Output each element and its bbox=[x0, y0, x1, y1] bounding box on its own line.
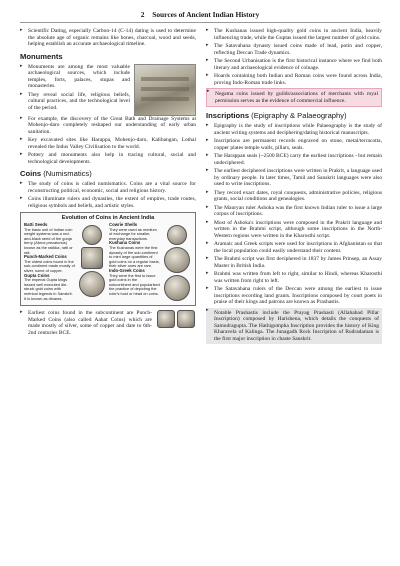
monuments-block bbox=[20, 64, 196, 116]
coin-image bbox=[157, 310, 175, 328]
cowrie-text: They were used as medium of exchange for smaller, everyday transactions. bbox=[109, 226, 157, 241]
cowrie-heading: Cowrie Shells bbox=[109, 222, 138, 227]
figure-title: Evolution of Coins in Ancient India bbox=[61, 215, 155, 221]
header-divider bbox=[20, 22, 380, 23]
figure-images-left bbox=[77, 223, 107, 303]
list-item: ▸ Key excavated sites like Harappa, Mohenjo-daro, Kalibangan, Lothal revealed the Indus Valley Civilisation to the world. bbox=[20, 137, 196, 150]
section-heading-monuments: Monuments bbox=[20, 51, 63, 61]
punch-marked-coins-photo bbox=[156, 310, 196, 328]
coins-evolution-figure bbox=[20, 212, 196, 306]
gupta-heading: Gupta Coins bbox=[24, 272, 50, 278]
figure-images-right bbox=[162, 223, 192, 303]
punch-text: The oldest coins found in the sub-continent made mostly of silver, some of copper. bbox=[24, 258, 75, 273]
indogreek-heading: Indo-Greek Coins bbox=[109, 267, 145, 273]
list-item: ▸ Most of Ashoka's inscriptions were composed in the Prakrit language and written in the Brahmi script, although some inscriptions in the North-Western regions were written in the Kharosthi script. bbox=[206, 220, 382, 240]
list-item: ▸ Aramaic and Greek scripts were used for inscriptions in Afghanistan so that the local population could easily understand their content. bbox=[206, 241, 382, 254]
list-item: ▸ For example, the discovery of the Great Bath and Drainage Systems at Mohenjo-daro completely reshaped our understanding of early urban sanitation. bbox=[20, 116, 196, 136]
list-item: ▸ Brahmi was written from left to right, similar to Hindi, whereas Kharosthi was written from right to left. bbox=[206, 271, 382, 284]
batti-heading: Batti Seeds bbox=[24, 222, 48, 227]
punch-heading: Punch-Marked Coins bbox=[24, 254, 67, 260]
section-heading-inscriptions bbox=[206, 111, 382, 120]
list-item: ▸ They record exact dates, royal conquests, administrative policies, religious grants, social conditions and genealogies. bbox=[206, 190, 382, 203]
cowrie-shell-image bbox=[167, 225, 187, 245]
coins-heading-main: Coins bbox=[20, 169, 42, 178]
list-item: ▸ Monuments are among the most valuable archaeological sources, which include temples, forts, palaces, stupas and monasteries. bbox=[20, 64, 130, 90]
inscriptions-heading-sub: (Epigraphy & Palaeography) bbox=[251, 111, 347, 120]
right-column bbox=[206, 28, 382, 346]
punch-marked-block bbox=[20, 310, 196, 338]
highlight-note: ▸ Negama coins issued by guilds/associations of merchants with royal permission serves as the evidence of commercial influence. bbox=[206, 88, 382, 107]
figure-column-right bbox=[109, 223, 160, 303]
list-item: ▸ The Second Urbanisation is the first historical instance where we find both literary and archaeological evidence of coinage. bbox=[206, 58, 382, 71]
list-item: ▸ Inscriptions are permanent records engraved on stone, metal/terracotta, copper plates temple walls, pillars, seals. bbox=[206, 138, 382, 151]
list-item: ▸ The Satavahana dynasty issued coins made of lead, potin and copper, reflecting Deccan Trade dynamics. bbox=[206, 43, 382, 56]
punch-marked-coin-image bbox=[81, 247, 103, 269]
list-item: ▸ They reveal social life, religious beliefs, cultural practices, and the technological level of the period. bbox=[20, 92, 130, 112]
running-header bbox=[0, 10, 400, 19]
coins-heading-sub: (Numismatics) bbox=[43, 169, 92, 178]
list-item: ▸ The Satavahana rulers of the Deccan were among the earliest to issue inscriptions recording land grants. Inscriptions composed by court poets in praise of their kings and patrons are known as Prashastis. bbox=[206, 286, 382, 306]
kushana-text: The Kushanas were the first dynasty of the sub-continent to mint large quantities of gold coins on a regular basis, their silver ones are rare. bbox=[109, 244, 160, 269]
page-number: 2 bbox=[140, 10, 145, 19]
great-bath-photo bbox=[134, 64, 196, 116]
figure-column-left bbox=[24, 223, 75, 303]
batti-seeds-image bbox=[82, 225, 102, 245]
bullet-scientific-dating: ▸ Scientific Dating, especially Carbon-14 (C-14) dating is used to determine the absolute age of organic remains like bones, charcoal, wood and seeds, helping establish an accurate archaeological timeline. bbox=[20, 28, 196, 48]
indogreek-text: They were the first to issue gold coins in the subcontinent and popularised the practice of depicting the ruler's bust or head on coins. bbox=[109, 272, 160, 296]
section-heading-coins bbox=[20, 169, 196, 178]
kushana-heading: Kushana Coins bbox=[109, 240, 141, 246]
prashasti-note: ▸ Notable Prashastis include the Prayag Prashasti (Allahabad Pillar Inscription) composed by Harishena, which details the conquests of Samudragupta. The Hathigumpha Inscription provides the history of King Kharavela of Kalinga. The Junagadh Rock Inscription of Rudradaman is the first major inscription in chaste Sanskrit. bbox=[206, 308, 382, 345]
list-item: ▸ The earliest deciphered inscriptions were written in Prakrit, a language used by ordinary people. In later times, Tamil and Sanskrit languages were also used to write inscriptions. bbox=[206, 168, 382, 188]
list-item: ▸ The study of coins is called numismatics. Coins are a vital source for reconstructing political, economic, social and religious history. bbox=[20, 181, 196, 194]
batti-text: The basic unit of Indian coin weight systems was a red-and-black seed of the gunja berry (Abrus precatorius) known as the raktika, ratti or rati. bbox=[24, 226, 73, 255]
list-item: ▸ Coins illuminate rulers and dynasties, the extent of empires, trade routes, religious symbols and beliefs, and artistic styles. bbox=[20, 196, 196, 209]
list-item: ▸ The Harappan seals (~2500 BCE) carry the earliest inscriptions - but remain undeciphered. bbox=[206, 153, 382, 166]
list-item: ▸ The Mauryan ruler Ashoka was the first known Indian ruler to issue a large corpus of inscriptions. bbox=[206, 205, 382, 218]
running-title: Sources of Ancient Indian History bbox=[152, 10, 260, 19]
coin-image bbox=[177, 310, 195, 328]
list-item: ▸ Hoards containing both Indian and Roman coins were found across India, proving Indo-Roman trade links. bbox=[206, 73, 382, 86]
left-column bbox=[20, 28, 196, 338]
inscriptions-heading-main: Inscriptions bbox=[206, 111, 250, 120]
gupta-coin-image bbox=[79, 271, 105, 297]
list-item: ▸ The Kushanas issued high-quality gold coins in ancient India, heavily influencing trade, while the Guptas issued the largest number of gold coins. bbox=[206, 28, 382, 41]
list-item: ▸ The Brahmi script was first deciphered in 1837 by James Prinsep, an Assay Master in British India. bbox=[206, 256, 382, 269]
kushana-coin-image bbox=[164, 247, 190, 273]
indogreek-coin-image bbox=[164, 275, 190, 301]
list-item: ▸ Epigraphy is the study of inscriptions while Palaeography is the study of ancient writing systems and deciphering/dating historical manuscripts. bbox=[206, 123, 382, 136]
gupta-text: The imperial Gupta kings issued well executed die-struck gold coins with metrical legends in Sanskrit. It is known as dinaras. bbox=[24, 277, 73, 301]
list-item: ▸ Earliest coins found in the subcontinent are Punch-Marked Coins (also called Aahat Coins) which are made mostly of silver, some of copper and date to 6th-2nd centuries BCE. bbox=[20, 310, 152, 336]
list-item: ▸ Pottery and monuments also help in tracing cultural, social and technological developments. bbox=[20, 152, 196, 165]
